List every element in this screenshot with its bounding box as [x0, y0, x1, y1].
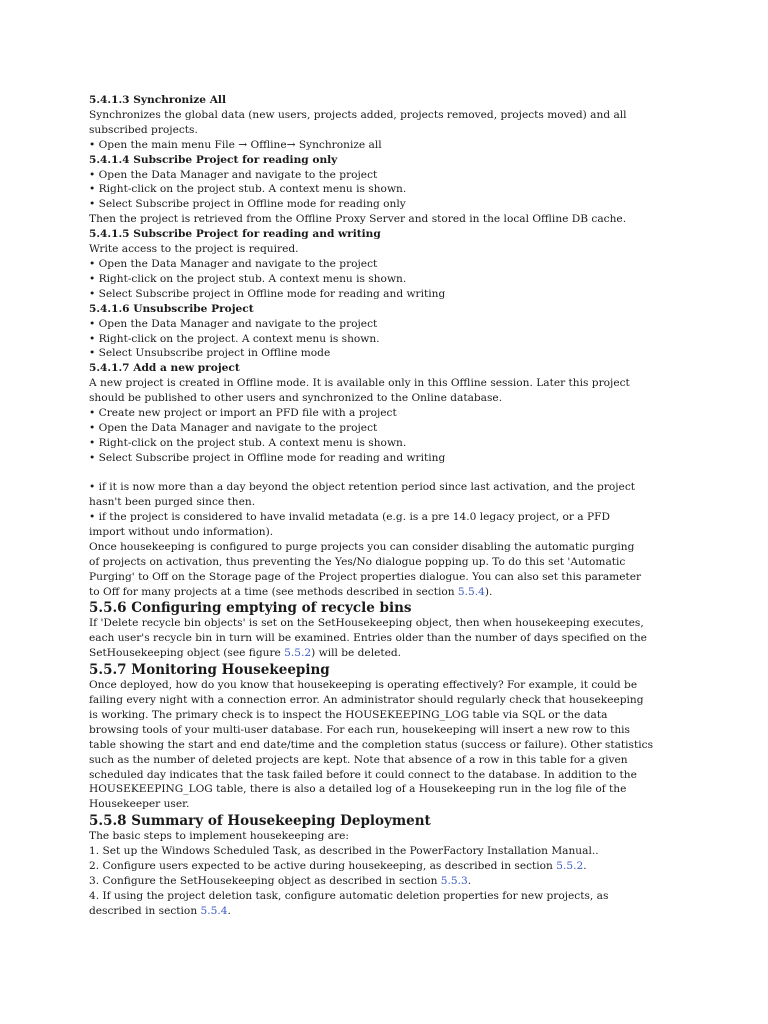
text-line — [89, 585, 609, 600]
line-text-tail: . — [467, 875, 472, 887]
text-line — [89, 495, 609, 510]
line-text: described in section — [89, 904, 201, 917]
text-line — [89, 138, 609, 153]
line-text-tail: . — [227, 904, 231, 917]
line-text: • Open the Data Manager and navigate to the project — [89, 257, 378, 270]
text-line — [89, 904, 609, 919]
text-line — [89, 646, 609, 661]
text-line — [89, 797, 609, 812]
section-link[interactable]: 5.5.3 — [440, 875, 468, 887]
line-text: Housekeeper user. — [89, 798, 190, 811]
subsection-heading — [89, 361, 609, 376]
line-text: • if it is now more than a day beyond the object retention period since last activation, and the project — [89, 481, 636, 494]
line-text: to Off for many projects at a time (see methods described in section — [89, 585, 458, 598]
text-line — [89, 317, 609, 332]
line-text: • Right-click on the project stub. A context menu is shown. — [89, 183, 407, 196]
text-line — [89, 451, 609, 466]
line-text: 5.5.8 Summary of Housekeeping Deployment — [89, 813, 431, 830]
line-text: 5.4.1.7 Add a new project — [89, 362, 240, 375]
line-text: • Select Subscribe project in Offline mode for reading and writing — [89, 451, 446, 464]
line-text-tail: . — [583, 860, 587, 873]
text-line — [89, 123, 609, 138]
line-text: 5.4.1.3 Synchronize All — [89, 94, 226, 106]
line-text: SetHousekeeping object (see figure — [89, 647, 285, 660]
text-line — [89, 510, 609, 525]
paragraph-gap — [89, 466, 609, 481]
text-line — [89, 844, 609, 859]
text-line — [89, 631, 647, 646]
line-text: • Right-click on the project stub. A context menu is shown. — [89, 436, 407, 449]
line-text: 5.5.6 Configuring emptying of recycle bins — [89, 600, 412, 617]
text-line — [89, 540, 635, 555]
text-line — [89, 182, 609, 197]
line-text: 5.5.7 Monitoring Housekeeping — [89, 662, 330, 679]
section-link[interactable]: 5.5.4 — [200, 904, 228, 917]
text-line — [89, 287, 609, 302]
line-text: Once deployed, how do you know that housekeeping is operating effectively? For example, it could be — [89, 679, 638, 692]
line-text: • Open the Data Manager and navigate to the project — [89, 317, 378, 330]
line-text: 5.4.1.4 Subscribe Project for reading only — [89, 153, 338, 166]
section-link[interactable]: 5.5.4 — [457, 585, 485, 598]
line-text: If 'Delete recycle bin objects' is set on the SetHousekeeping object, then when housekeeping executes, — [89, 617, 644, 630]
text-line — [89, 859, 609, 874]
text-line — [89, 376, 630, 391]
line-text: • Open the Data Manager and navigate to the project — [89, 421, 378, 434]
text-line — [89, 242, 609, 257]
section-heading — [89, 813, 609, 829]
line-text: 2. Configure users expected to be active during housekeeping, as described in section — [89, 860, 557, 873]
line-text: • if the project is considered to have invalid metadata (e.g. is a pre 14.0 legacy project, or a PFD — [89, 510, 610, 523]
text-line — [89, 678, 638, 693]
line-text: • Open the Data Manager and navigate to the project — [89, 168, 378, 181]
text-line — [89, 332, 609, 347]
section-link[interactable]: 5.5.2 — [284, 647, 312, 660]
text-line — [89, 108, 627, 123]
text-line — [89, 212, 627, 227]
subsection-heading — [89, 227, 609, 242]
line-text: each user's recycle bin in turn will be examined. Entries older than the number of days specified on the — [89, 632, 647, 645]
text-line — [89, 829, 609, 844]
text-line — [89, 889, 609, 904]
line-text: Once housekeeping is configured to purge projects you can consider disabling the automatic purging — [89, 540, 635, 553]
line-text: scheduled day indicates that the task failed before it could connect to the database. In addition to the — [89, 768, 637, 781]
text-line — [89, 421, 609, 436]
text-line — [89, 480, 636, 495]
line-text: 1. Set up the Windows Scheduled Task, as described in the PowerFactory Installation Manual.. — [89, 845, 599, 858]
line-text: browsing tools of your multi-user database. For each run, housekeeping will insert a new row to this — [89, 723, 630, 736]
text-line — [89, 723, 630, 738]
line-text: import without undo information). — [89, 525, 274, 538]
line-text: • Open the main menu File → Offline→ Synchronize all — [89, 138, 382, 151]
subsection-heading — [89, 93, 609, 108]
document-page — [89, 93, 654, 919]
line-text: hasn't been purged since then. — [89, 496, 256, 509]
text-line — [89, 346, 609, 361]
subsection-heading — [89, 302, 609, 317]
text-line — [89, 555, 626, 570]
line-text: • Right-click on the project stub. A context menu is shown. — [89, 272, 407, 285]
section-link[interactable]: 5.5.2 — [556, 860, 584, 873]
line-text: such as the number of deleted projects are kept. Note that absence of a row in this table for a given — [89, 753, 628, 766]
text-line — [89, 753, 628, 768]
line-text: 3. Configure the SetHousekeeping object as described in section — [89, 875, 441, 887]
text-line — [89, 708, 609, 723]
text-line — [89, 768, 637, 783]
line-text: Purging' to Off on the Storage page of the Project properties dialogue. You can also set this parameter — [89, 570, 642, 583]
subsection-heading — [89, 153, 609, 168]
line-text: of projects on activation, thus preventing the Yes/No dialogue popping up. To do this set 'Automatic — [89, 555, 626, 568]
text-line — [89, 272, 609, 287]
text-line — [89, 738, 654, 753]
text-line — [89, 616, 644, 631]
line-text: 5.4.1.6 Unsubscribe Project — [89, 302, 254, 315]
line-text: HOUSEKEEPING_LOG table, there is also a detailed log of a Housekeeping run in the log file of the — [89, 783, 627, 796]
text-line — [89, 525, 609, 540]
line-text: A new project is created in Offline mode. It is available only in this Offline session. Later this project — [89, 377, 630, 390]
line-text-tail: ). — [484, 585, 493, 598]
section-heading — [89, 662, 609, 678]
text-line — [89, 782, 627, 797]
line-text: should be published to other users and synchronized to the Online database. — [89, 392, 503, 405]
line-text: Write access to the project is required. — [89, 243, 299, 256]
line-text: is working. The primary check is to inspect the HOUSEKEEPING_LOG table via SQL or the data — [89, 708, 608, 721]
line-text: 5.4.1.5 Subscribe Project for reading and writing — [89, 228, 381, 241]
line-text: • Select Subscribe project in Offline mode for reading and writing — [89, 287, 446, 300]
text-line — [89, 570, 642, 585]
text-line — [89, 391, 609, 406]
text-line — [89, 406, 609, 421]
text-line — [89, 693, 644, 708]
line-text-tail: ) will be deleted. — [311, 647, 402, 660]
line-text: subscribed projects. — [89, 123, 198, 136]
line-text: Then the project is retrieved from the Offline Proxy Server and stored in the local Offline DB cache. — [89, 213, 627, 226]
text-line — [89, 168, 609, 183]
section-heading — [89, 600, 609, 616]
text-line — [89, 874, 609, 889]
line-text: Synchronizes the global data (new users, projects added, projects removed, projects moved) and all — [89, 108, 627, 121]
line-text: • Select Unsubscribe project in Offline mode — [89, 347, 331, 360]
line-text: 4. If using the project deletion task, configure automatic deletion properties for new projects, as — [89, 889, 609, 902]
line-text: • Select Subscribe project in Offline mode for reading only — [89, 198, 406, 211]
text-line — [89, 436, 609, 451]
line-text: • Right-click on the project. A context menu is shown. — [89, 332, 380, 345]
line-text: • Create new project or import an PFD file with a project — [89, 407, 397, 420]
line-text: failing every night with a connection error. An administrator should regularly check that housekeeping — [89, 694, 644, 707]
text-line — [89, 257, 609, 272]
line-text: table showing the start and end date/time and the completion status (success or failure). Other statistics — [89, 738, 654, 751]
line-text: The basic steps to implement housekeeping are: — [89, 830, 349, 843]
text-line — [89, 197, 609, 212]
